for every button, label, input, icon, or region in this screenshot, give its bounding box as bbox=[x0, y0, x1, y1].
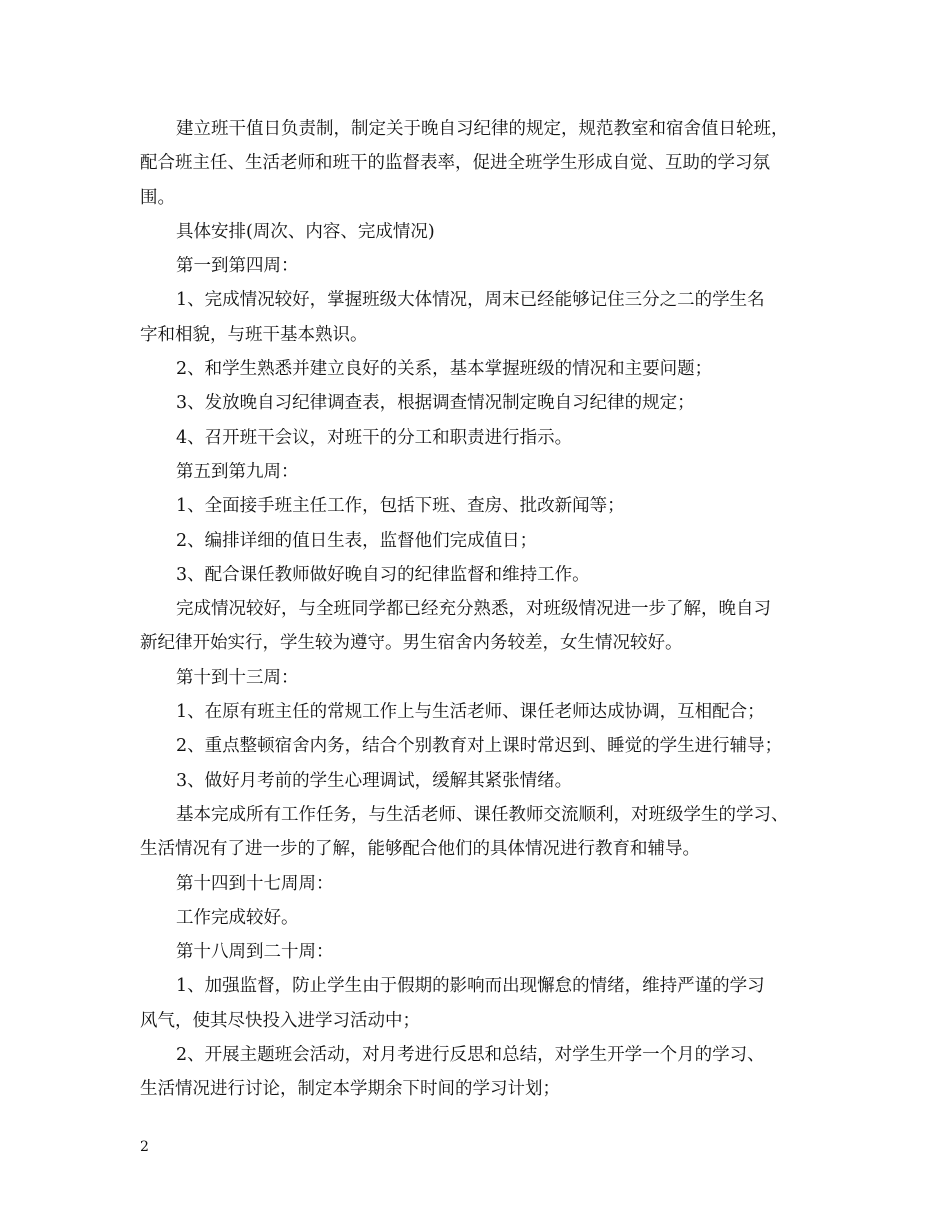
page-number: 2 bbox=[140, 1139, 149, 1155]
section-heading: 第十八周到二十周： bbox=[176, 942, 334, 963]
text-line: 1、完成情况较好，掌握班级大体情况，周末已经能够记住三分之二的学生名 bbox=[176, 290, 765, 311]
text-line: 1、在原有班主任的常规工作上与生活老师、课任老师达成协调，互相配合； bbox=[176, 702, 765, 723]
text-line: 2、和学生熟悉并建立良好的关系，基本掌握班级的情况和主要问题； bbox=[176, 359, 713, 380]
text-line: 风气，使其尽快投入进学习活动中； bbox=[140, 1010, 420, 1031]
text-line: 3、配合课任教师做好晚自习的纪律监督和维持工作。 bbox=[176, 564, 590, 585]
text-line: 3、发放晚自习纪律调查表，根据调查情况制定晚自习纪律的规定； bbox=[176, 393, 695, 414]
section-heading: 第十到十三周： bbox=[176, 667, 299, 688]
text-line: 字和相貌，与班干基本熟识。 bbox=[140, 324, 368, 345]
text-line: 1、全面接手班主任工作，包括下班、查房、批改新闻等； bbox=[176, 496, 625, 517]
text-line: 基本完成所有工作任务，与生活老师、课任教师交流顺利，对班级学生的学习、 bbox=[176, 804, 789, 825]
section-heading: 第五到第九周： bbox=[176, 461, 299, 482]
text-line: 4、召开班干会议，对班干的分工和职责进行指示。 bbox=[176, 427, 573, 448]
section-heading: 第一到第四周： bbox=[176, 256, 299, 277]
text-line: 1、加强监督，防止学生由于假期的影响而出现懈怠的情绪，维持严谨的学习 bbox=[176, 976, 765, 997]
text-line: 具体安排(周次、内容、完成情况) bbox=[176, 221, 435, 242]
text-line: 建立班干值日负责制，制定关于晚自习纪律的规定，规范教室和宿舍值日轮班， bbox=[176, 119, 789, 139]
text-line: 生活情况进行讨论，制定本学期余下时间的学习计划； bbox=[140, 1079, 560, 1100]
text-line: 配合班主任、生活老师和班干的监督表率，促进全班学生形成自觉、互助的学习氛 bbox=[140, 153, 770, 174]
text-line: 新纪律开始实行，学生较为遵守。男生宿舍内务较差，女生情况较好。 bbox=[140, 633, 683, 654]
text-line: 完成情况较好，与全班同学都已经充分熟悉，对班级情况进一步了解，晚自习 bbox=[176, 599, 771, 620]
text-line: 工作完成较好。 bbox=[176, 907, 299, 928]
text-line: 2、开展主题班会活动，对月考进行反思和总结，对学生开学一个月的学习、 bbox=[176, 1045, 765, 1066]
section-heading: 第十四到十七周周： bbox=[176, 873, 334, 894]
text-line: 3、做好月考前的学生心理调试，缓解其紧张情绪。 bbox=[176, 770, 573, 791]
text-line: 生活情况有了进一步的了解，能够配合他们的具体情况进行教育和辅导。 bbox=[140, 839, 700, 860]
text-line: 围。 bbox=[140, 187, 175, 208]
text-line: 2、重点整顿宿舍内务，结合个别教育对上课时常迟到、睡觉的学生进行辅导； bbox=[176, 736, 783, 757]
text-line: 2、编排详细的值日生表，监督他们完成值日； bbox=[176, 530, 538, 551]
document-body bbox=[140, 112, 830, 1107]
